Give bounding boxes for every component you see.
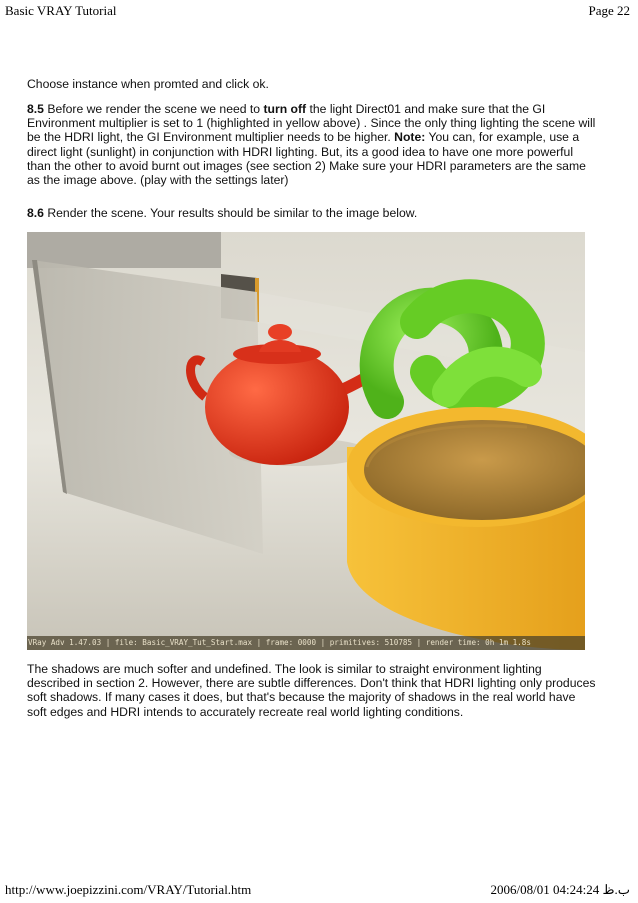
bold-text: turn off [263,102,307,116]
paragraph-text: Render the scene. Your results should be similar to the image below. [43,206,418,220]
paragraph-text: Choose instance when promted and click ok. [27,77,269,91]
page-number: Page 22 [588,3,630,18]
render-scene [27,232,585,650]
paragraph-shadows [27,662,597,719]
paragraph-instance [27,77,597,91]
paragraph-text: You can, for example, use a direct light (sunlight) in conjunction with HDRI lighting. But, its a good idea to have one more powerful than the other to avoid burnt out images (see section 2) Make sure your HDRI parameters are the same as the image above. (play with the settings later) [27,130,586,188]
back-panel [27,232,221,268]
header-title: Basic VRAY Tutorial [5,3,117,18]
paragraph-text: the light Direct01 and make sure that the GI Environment multiplier is set to 1 (highlighted in yellow above) . Since the only thing lighting the scene will be the HDRI light, the GI Environment multiplier needs to be higher. [27,102,596,145]
footer-url: http://www.joepizzini.com/VRAY/Tutorial.htm [5,882,252,897]
step-number: 8.5 [27,102,44,116]
paragraph-step-8-6 [27,206,597,220]
render-status-bar: VRay Adv 1.47.03 | file: Basic_VRAY_Tut_Start.max | frame: 0000 | primitives: 510785 | render time: 0h 1m 1.8s [27,636,585,650]
footer-timestamp: 2006/08/01 04:24:24 ب.ظ [490,882,630,897]
step-number: 8.6 [27,206,44,220]
paragraph-step-8-5 [27,102,597,187]
paragraph-text: The shadows are much softer and undefined. The look is similar to straight environment lighting described in section 2. However, there are subtle differences. Don't think that HDRI lighting only produces soft shadows. If many cases it does, but that's because the majority of shadows in the real world have soft edges and HDRI intends to accurately recreate real world lighting conditions. [27,662,596,719]
render-image [27,232,585,650]
paragraph-text: Before we render the scene we need to [43,102,264,116]
note-label: Note: [394,130,426,145]
